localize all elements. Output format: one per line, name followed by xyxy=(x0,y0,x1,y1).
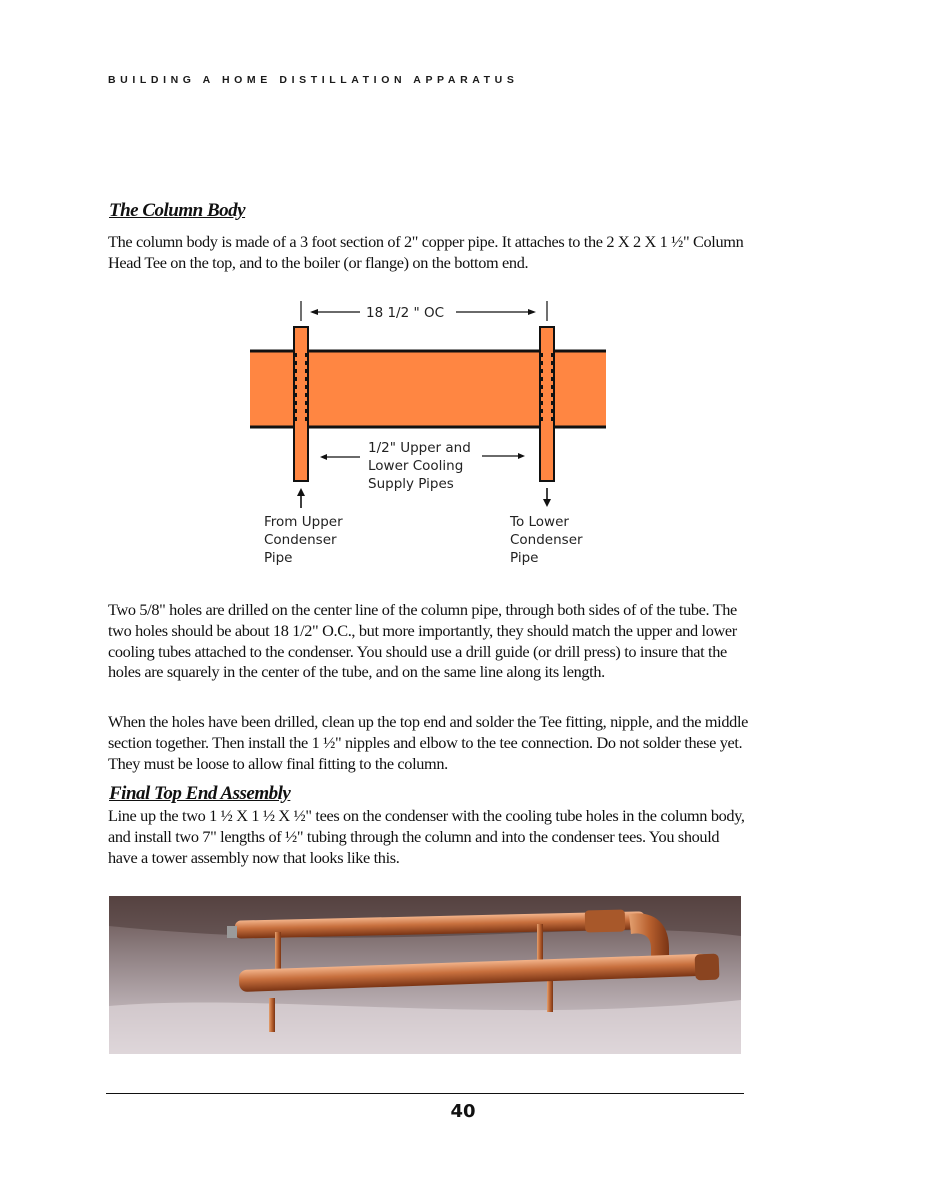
page-number: 40 xyxy=(450,1101,476,1122)
arrow-left-icon xyxy=(320,454,360,460)
tower-assembly-photo xyxy=(109,896,741,1054)
arrow-down-icon xyxy=(543,488,551,507)
arrow-left-icon xyxy=(310,309,360,315)
column-body-paragraph: The column body is made of a 3 foot section of 2" copper pipe. It attaches to the 2 X 2 X 1 ½" Column Head Tee on the top, and to the boiler (or flange) on the bottom end. xyxy=(108,232,744,272)
supply-label-line: Lower Cooling xyxy=(368,458,464,474)
to-lower-label-line: Pipe xyxy=(510,550,539,566)
holes-paragraph: Two 5/8" holes are drilled on the center line of the column pipe, through both sides of of the tube. The two holes should be about 18 1/2" O.C., but more importantly, they should match the upper and lower cooling tubes attached to the condenser. You should use a drill guide (or drill press) to insure that the holes are squarely in the center of the tube, and on the same line along its length. xyxy=(108,600,737,682)
from-upper-label-line: Pipe xyxy=(264,550,293,566)
from-upper-label-line: From Upper xyxy=(264,514,343,530)
arrow-up-icon xyxy=(297,488,305,508)
oc-spacing-label: 18 1/2 " OC xyxy=(366,305,445,321)
to-lower-label-line: To Lower xyxy=(510,514,569,530)
running-header: BUILDING A HOME DISTILLATION APPARATUS xyxy=(108,74,519,86)
from-upper-label-line: Condenser xyxy=(264,532,337,548)
solder-paragraph: When the holes have been drilled, clean up the top end and solder the Tee fitting, nipple, and the middle section together. Then install the 1 ½" nipples and elbow to the tee connection. Do not solder these yet. They must be loose to allow final fitting to the column. xyxy=(108,712,748,773)
arrow-right-icon xyxy=(482,453,525,459)
arrow-right-icon xyxy=(456,309,536,315)
section-heading-final-assembly: Final Top End Assembly xyxy=(109,783,291,804)
footer-rule xyxy=(106,1093,744,1094)
section-heading-column-body: The Column Body xyxy=(109,200,246,221)
supply-label-line: 1/2" Upper and xyxy=(368,440,471,456)
to-lower-label-line: Condenser xyxy=(510,532,583,548)
cooling-pipe-diagram xyxy=(230,295,630,575)
supply-label-line: Supply Pipes xyxy=(368,476,454,492)
final-assembly-paragraph: Line up the two 1 ½ X 1 ½ X ½" tees on the condenser with the cooling tube holes in the column body, and install two 7" lengths of ½" tubing through the column and into the condenser tees. You should have a tower assembly now that looks like this. xyxy=(108,806,745,867)
